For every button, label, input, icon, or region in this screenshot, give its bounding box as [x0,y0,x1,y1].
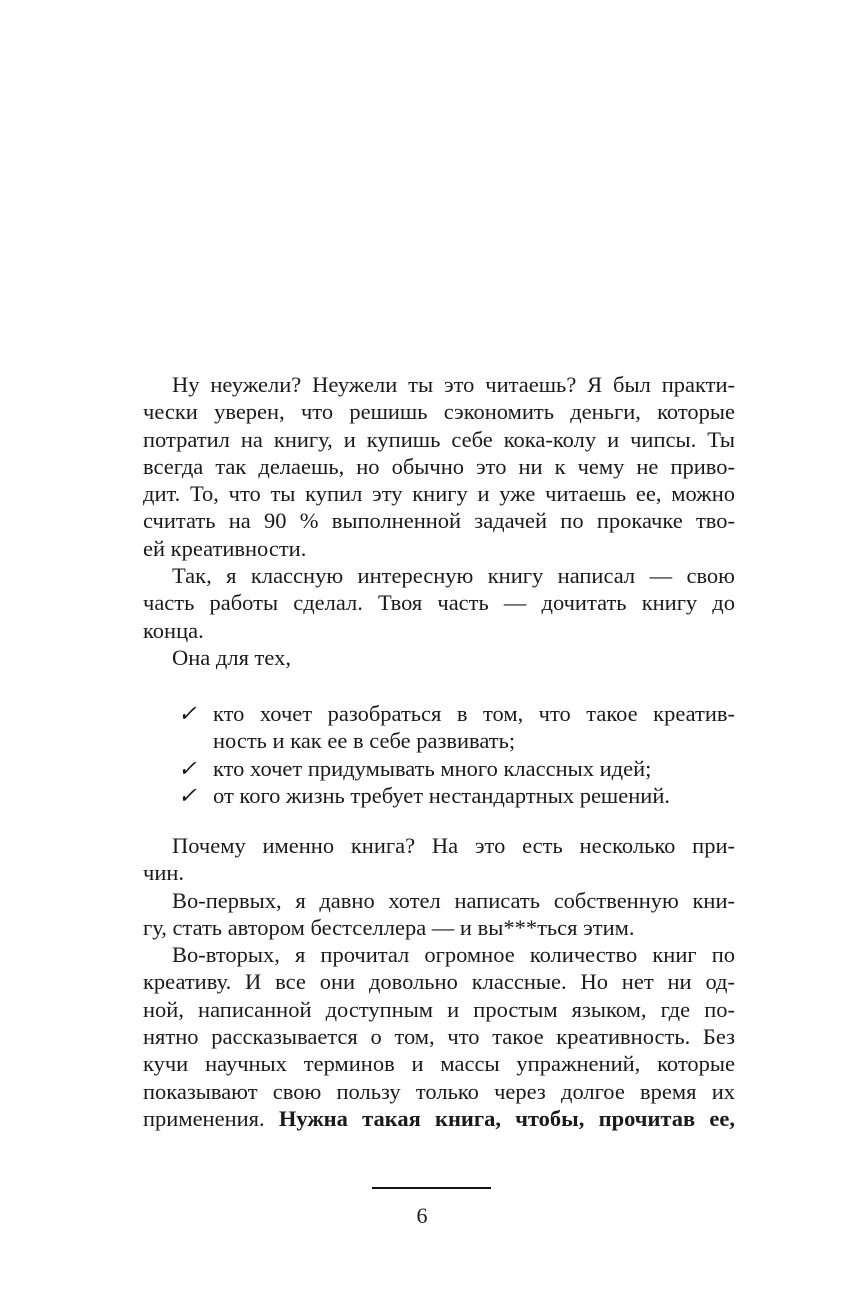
text-line: потратил на книгу, и купишь себе кока-колу и чипсы. Ты [143,426,735,452]
text-line: креативу. И все они довольно классные. Но нет ни од- [143,969,735,995]
checkmark-icon: ✓ [178,701,197,726]
text-line: Во-вторых, я прочитал огромное количество книг по [172,942,735,968]
text-line: нятно рассказывается о том, что такое креативность. Без [143,1024,735,1050]
text-block-reasons [143,832,735,1132]
text-line: всегда так делаешь, но обычно это ни к чему не приво- [143,453,735,479]
text-line: конца. [143,617,204,643]
text-line: Так, я классную интересную книгу написал — свою [172,563,735,589]
text-line: показывают свою пользу только через долгое время их [143,1078,735,1104]
page-number: 6 [416,1203,428,1228]
list-item-text: от кого жизнь требует нестандартных решений. [213,782,670,808]
text-line: Почему именно книга? На это есть несколько при- [172,833,735,858]
text-line: чески уверен, что решишь сэкономить деньги, которые [143,399,735,425]
text-line: считать на 90 % выполненной задачей по прокачке тво- [143,508,735,534]
text-normal: применения. [143,1105,279,1131]
checkmark-icon: ✓ [178,755,197,781]
list-item [143,755,735,782]
text-line: гу, стать автором бестселлера — и вы***ться этим. [143,914,635,940]
list-item-continuation [143,727,735,754]
text-line: Ну неужели? Неужели ты это читаешь? Я был практи- [172,372,735,397]
list-item-text: кто хочет разобраться в том, что такое креатив- [213,701,735,726]
text-line: чин. [143,860,185,886]
text-line: ной, написанной доступным и простым языком, где по- [143,996,735,1022]
list-item-text: кто хочет придумывать много классных идей; [213,755,652,781]
text-line: кучи научных терминов и массы упражнений, которые [143,1051,735,1077]
text-bold-emphasis: Нужна такая книга, чтобы, прочитав ее, [278,1105,735,1131]
text-line: Во-первых, я давно хотел написать собственную кни- [172,887,735,913]
text-line [143,1105,735,1132]
list-item-text: ность и как ее в себе развивать; [213,728,516,754]
list-item [143,700,735,727]
text-line: ей креативности. [143,535,307,561]
footer-rule [372,1187,491,1189]
text-line: Она для тех, [172,644,291,670]
checklist [143,700,735,809]
list-item [143,782,735,809]
text-line: часть работы сделал. Твоя часть — дочитать книгу до [143,590,735,616]
text-line: дит. То, что ты купил эту книгу и уже читаешь ее, можно [143,481,735,507]
checkmark-icon: ✓ [178,782,197,808]
text-block-intro [143,371,735,671]
